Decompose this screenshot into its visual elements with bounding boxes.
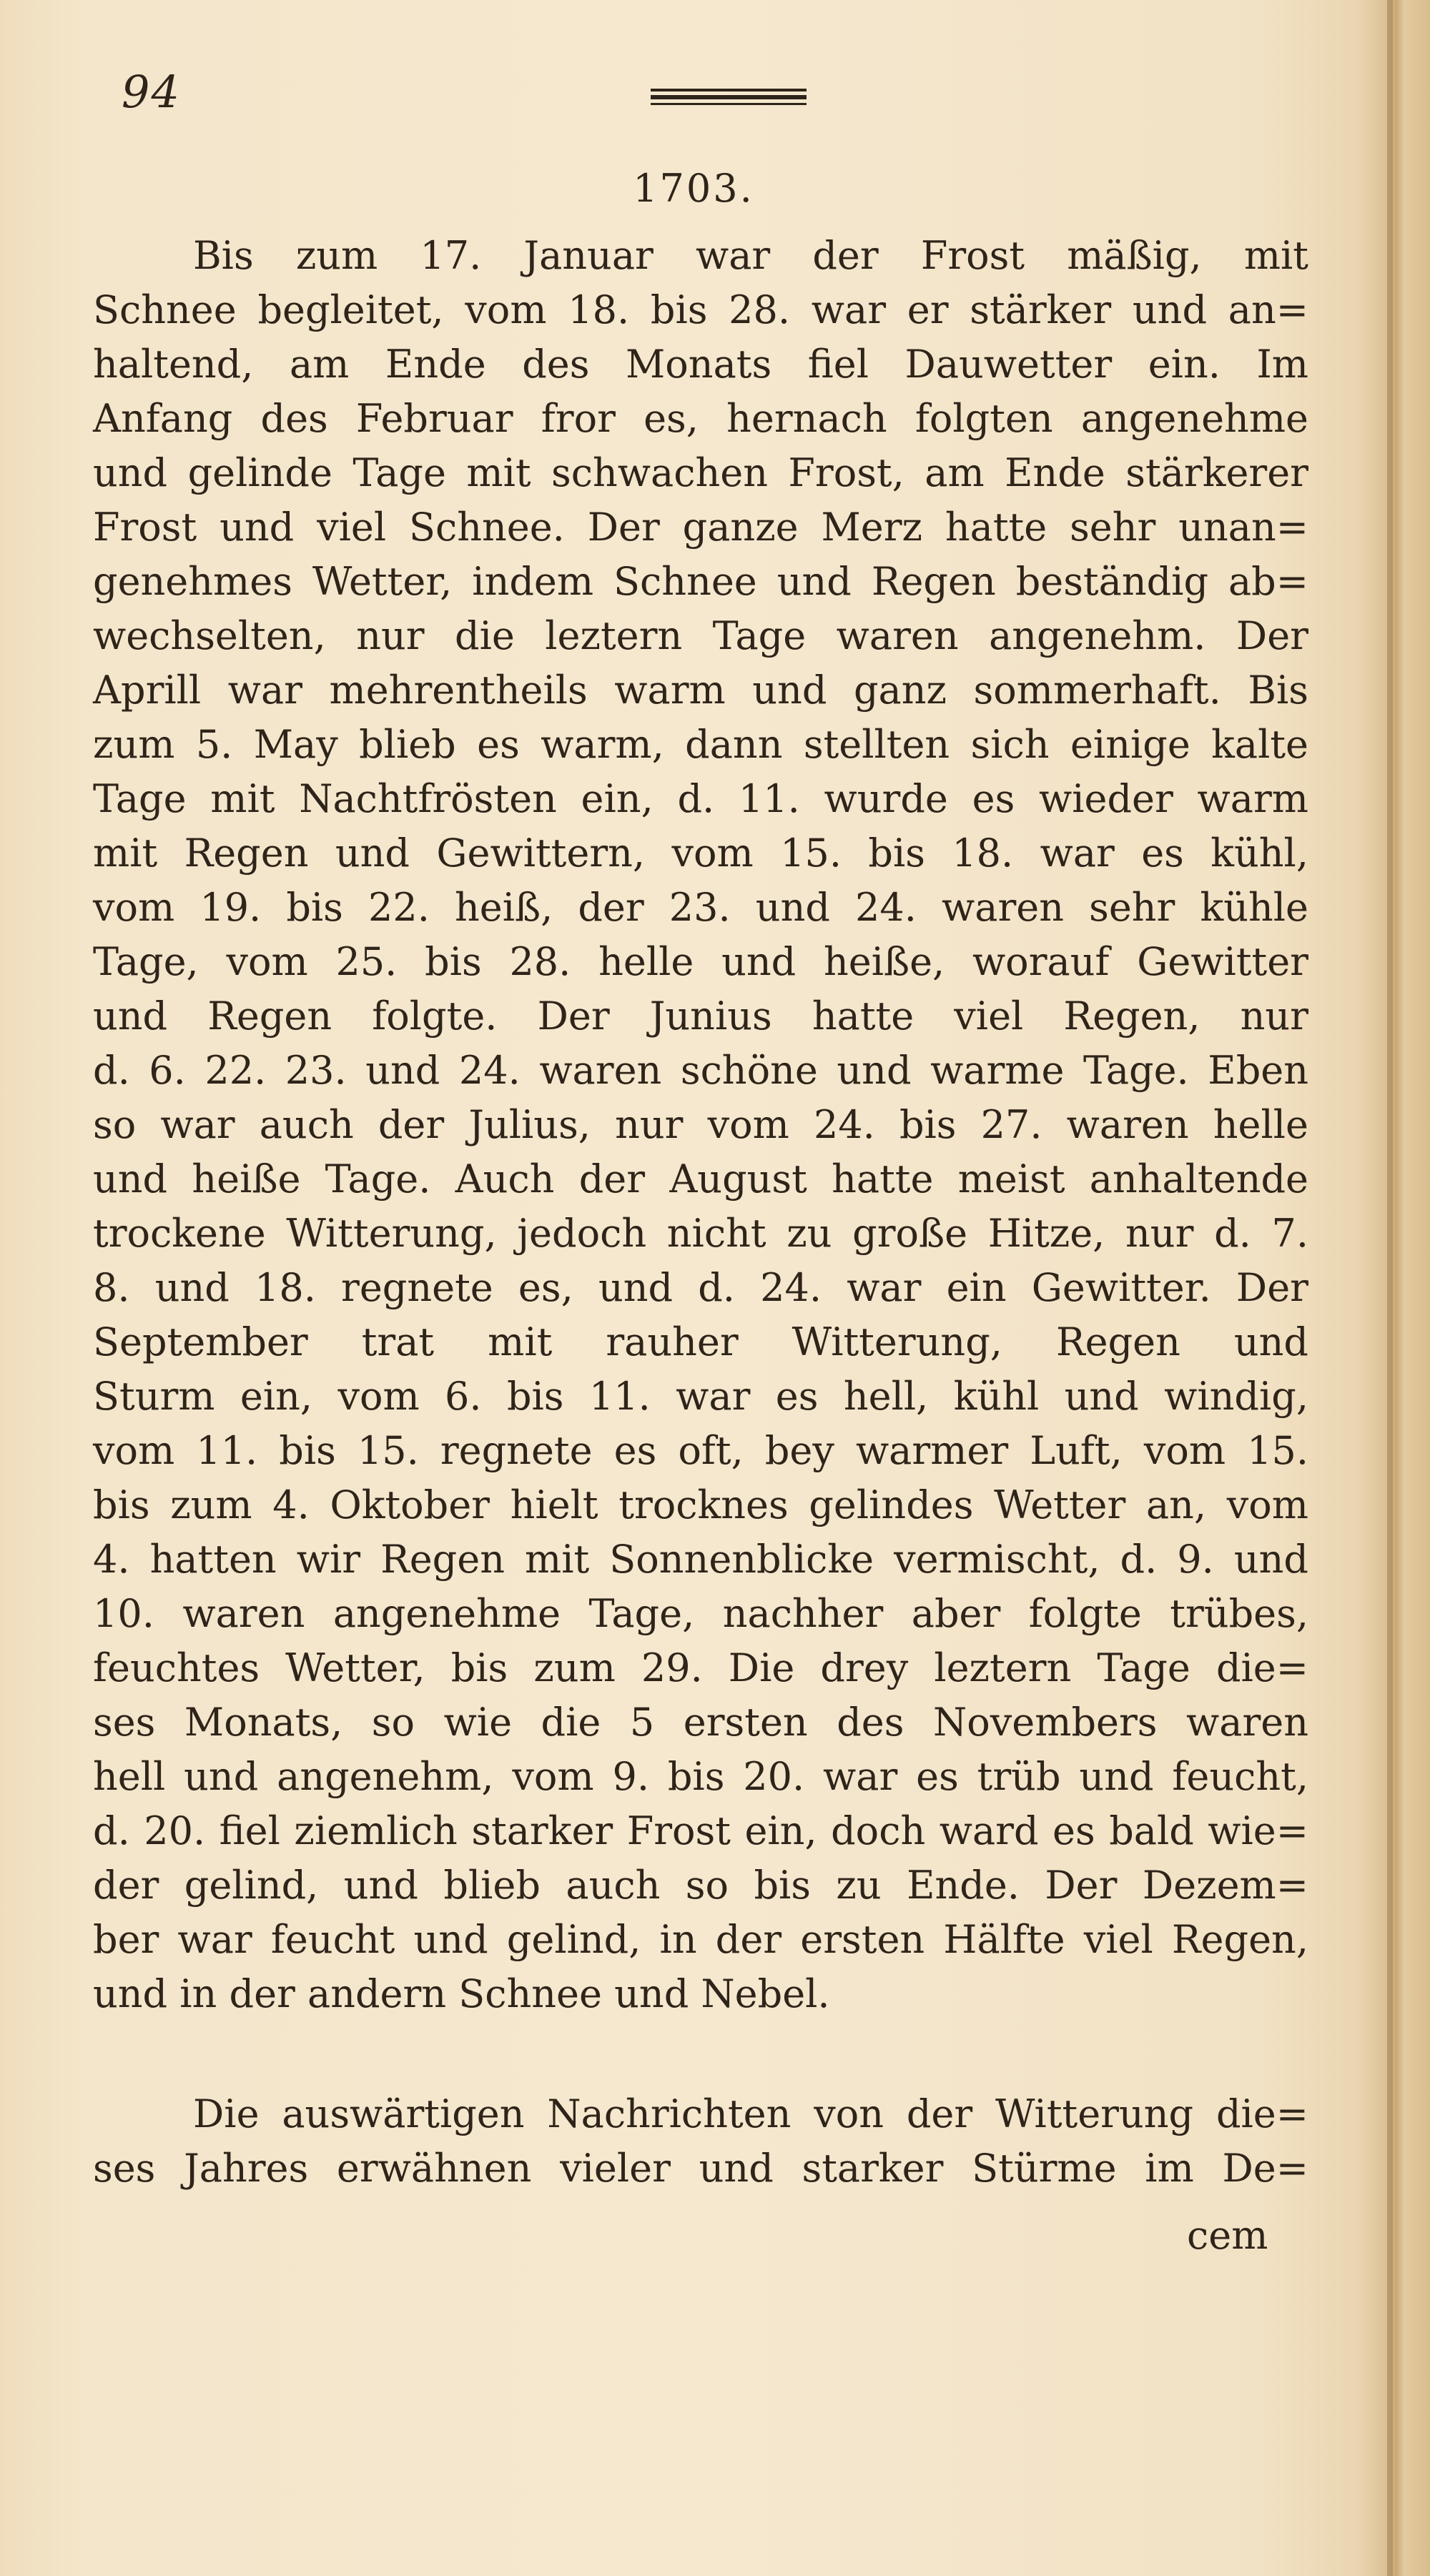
text-line: vom 19. bis 22. heiß, der 23. und 24. waren sehr kühle	[93, 885, 1308, 930]
page-edge	[1387, 0, 1393, 2576]
text-line: Anfang des Februar fror es, hernach folgten angenehme	[93, 396, 1308, 441]
text-line: 8. und 18. regnete es, und d. 24. war ein Gewitter. Der	[93, 1265, 1308, 1310]
text-line: ses Monats, so wie die 5 ersten des Novembers waren	[93, 1700, 1308, 1745]
text-line: und Regen folgte. Der Junius hatte viel Regen, nur	[93, 994, 1308, 1039]
text-line: 4. hatten wir Regen mit Sonnenblicke vermischt, d. 9. und	[93, 1537, 1308, 1582]
text-line: Bis zum 17. Januar war der Frost mäßig, mit	[193, 233, 1308, 278]
text-line: Aprill war mehrentheils warm und ganz sommerhaft. Bis	[93, 668, 1308, 713]
text-line: ses Jahres erwähnen vieler und starker Stürme im De=	[93, 2146, 1308, 2191]
page-number: 94	[122, 66, 181, 118]
text-line: und heiße Tage. Auch der August hatte meist anhaltende	[93, 1156, 1308, 1202]
text-line: feuchtes Wetter, bis zum 29. Die drey leztern Tage die=	[93, 1645, 1308, 1690]
text-line: Frost und viel Schnee. Der ganze Merz hatte sehr unan=	[93, 505, 1308, 550]
text-line: Tage, vom 25. bis 28. helle und heiße, worauf Gewitter	[93, 939, 1308, 984]
text-line: zum 5. May blieb es warm, dann stellten sich einige kalte	[93, 722, 1308, 767]
year-heading: 1703.	[633, 166, 754, 211]
text-line: Sturm ein, vom 6. bis 11. war es hell, kühl und windig,	[93, 1374, 1308, 1419]
paragraph-weather-1703	[93, 229, 1308, 2021]
text-line: der gelind, und blieb auch so bis zu Ende. Der Dezem=	[93, 1863, 1308, 1908]
text-line: d. 20. fiel ziemlich starker Frost ein, doch ward es bald wie=	[93, 1808, 1308, 1853]
text-line: hell und angenehm, vom 9. bis 20. war es trüb und feucht,	[93, 1754, 1308, 1799]
text-line: d. 6. 22. 23. und 24. waren schöne und warme Tage. Eben	[93, 1048, 1308, 1093]
header-rule	[651, 89, 807, 104]
text-line: haltend, am Ende des Monats fiel Dauwetter ein. Im	[93, 342, 1308, 387]
text-line: Die auswärtigen Nachrichten von der Witterung die=	[193, 2091, 1308, 2136]
text-line: September trat mit rauher Witterung, Regen und	[93, 1319, 1308, 1364]
text-line: wechselten, nur die leztern Tage waren angenehm. Der	[93, 613, 1308, 658]
text-line: so war auch der Julius, nur vom 24. bis 27. waren helle	[93, 1102, 1308, 1147]
text-line: mit Regen und Gewittern, vom 15. bis 18. war es kühl,	[93, 831, 1308, 876]
paragraph-foreign-reports	[93, 2087, 1308, 2196]
text-line: genehmes Wetter, indem Schnee und Regen beständig ab=	[93, 559, 1308, 604]
text-line: und in der andern Schnee und Nebel.	[93, 1971, 830, 2016]
text-line: Schnee begleitet, vom 18. bis 28. war er stärker und an=	[93, 287, 1308, 332]
text-line: Tage mit Nachtfrösten ein, d. 11. wurde es wieder warm	[93, 776, 1308, 821]
text-line: trockene Witterung, jedoch nicht zu große Hitze, nur d. 7.	[93, 1211, 1308, 1256]
text-line: 10. waren angenehme Tage, nachher aber folgte trübes,	[93, 1591, 1308, 1636]
text-line: ber war feucht und gelind, in der ersten Hälfte viel Regen,	[93, 1917, 1308, 1962]
catchword: cem	[1187, 2213, 1268, 2258]
text-line: bis zum 4. Oktober hielt trocknes gelindes Wetter an, vom	[93, 1482, 1308, 1527]
text-line: vom 11. bis 15. regnete es oft, bey warmer Luft, vom 15.	[93, 1428, 1308, 1473]
text-line: und gelinde Tage mit schwachen Frost, am Ende stärkerer	[93, 450, 1308, 495]
